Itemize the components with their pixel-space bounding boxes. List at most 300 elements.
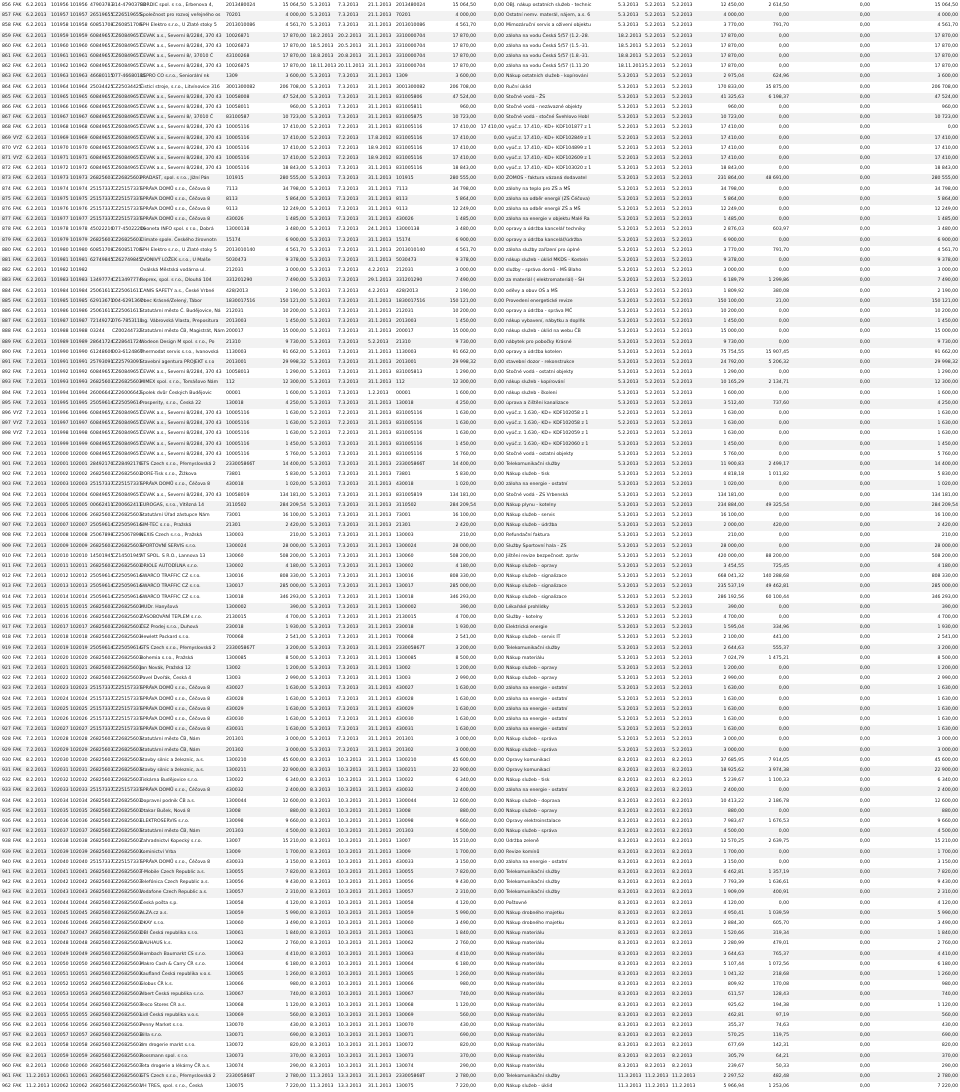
- table-row: [0, 654, 960, 664]
- cell-remaining: 1 450,00: [937, 441, 958, 447]
- cell-posted: 8.3.2013: [618, 910, 639, 916]
- cell-vat-date: 5.3.2013: [310, 258, 331, 263]
- cell-booked: 5.2.2013: [645, 574, 666, 580]
- cell-row-no: 951: [2, 972, 11, 977]
- cell-due-date: 31.1.2013: [368, 523, 392, 529]
- cell-amount-paid: 0,00: [493, 390, 504, 396]
- cell-amount: 91 662,00: [282, 349, 306, 355]
- cell-invoice-no: 10058008: [226, 94, 250, 100]
- cell-paid: 8.2.2013: [672, 1002, 693, 1008]
- cell-booked: 8.2.2013: [645, 1043, 666, 1049]
- cell-issue-date: 10.3.2013: [338, 808, 362, 814]
- cell-ico: 25059614: [90, 523, 114, 529]
- cell-doc-no: 101965: [51, 94, 69, 100]
- cell-date: 7.2.2013: [26, 462, 47, 467]
- cell-unpaid: 0,00: [859, 1002, 870, 1008]
- cell-booked: 5.2.2013: [645, 717, 666, 722]
- cell-unpaid: 0,00: [859, 706, 870, 712]
- cell-vat-date: 18.2.2013: [310, 33, 334, 39]
- cell-paid: 5.2.2013: [672, 574, 693, 580]
- cell-invoice-no: 1300044: [226, 798, 247, 804]
- cell-description: Telekomunikační služby: [506, 645, 561, 651]
- cell-paid: 8.2.2013: [672, 1053, 693, 1059]
- cell-paid: 5.2.2013: [672, 400, 693, 406]
- table-row: [0, 399, 960, 409]
- cell-doc-type: FAK: [13, 268, 22, 274]
- cell-booked: 5.2.2013: [645, 380, 666, 386]
- cell-booked: 5.2.2013: [645, 533, 666, 539]
- cell-booked: 5.2.2013: [645, 329, 666, 335]
- cell-doc-no: 102049: [51, 951, 69, 957]
- cell-row-no: 913: [2, 584, 11, 590]
- cell-vat: 0,00: [778, 492, 789, 498]
- cell-row-no: 891: [2, 360, 11, 365]
- cell-amount-paid: 0,00: [493, 472, 504, 478]
- cell-amount-paid: 0,00: [493, 900, 504, 906]
- cell-received: 2013480024: [396, 3, 426, 8]
- cell-posted: 5.3.2013: [618, 676, 639, 682]
- cell-vat-date: 5.3.2013: [310, 349, 331, 355]
- cell-amount-paid: 0,00: [493, 798, 504, 804]
- cell-row-no: 922: [2, 676, 11, 682]
- cell-var-symbol: 102034: [70, 798, 88, 804]
- cell-remaining: 880,00: [941, 808, 958, 814]
- cell-vat: 791,70: [772, 23, 789, 29]
- cell-date: 6.2.2013: [26, 309, 47, 314]
- cell-posted: 5.3.2013: [618, 298, 639, 304]
- table-row: [0, 1031, 960, 1041]
- cell-reference: 1 630,00: [455, 717, 476, 722]
- cell-reference: 12 300,00: [452, 380, 476, 386]
- cell-description: záloha na energie v objektu Malé Ra: [506, 217, 590, 223]
- cell-remaining: 6 340,00: [937, 778, 958, 784]
- cell-paid: 5.2.2013: [672, 217, 693, 223]
- cell-amount-paid: 0,00: [493, 105, 504, 110]
- cell-ico: 60849657: [90, 156, 114, 161]
- cell-booked: 8.2.2013: [645, 778, 666, 784]
- cell-supplier: Kaufland Česká republika v.o.s.: [140, 972, 212, 977]
- cell-booked: 8.2.2013: [645, 910, 666, 916]
- cell-date: 6.2.2013: [26, 227, 47, 233]
- cell-doc-type: FAK: [13, 921, 22, 926]
- cell-paid: 5.2.2013: [672, 247, 693, 253]
- cell-invoice-no: 1300085: [226, 655, 247, 661]
- cell-doc-no: 102039: [51, 849, 69, 855]
- cell-received: 430030: [396, 717, 414, 722]
- cell-issue-date: 7.3.2013: [338, 258, 359, 263]
- cell-supplier: Obec Krásné/Zelený, Tábor: [140, 298, 202, 304]
- cell-doc-no: 102026: [51, 717, 69, 722]
- cell-remaining: 1 120,00: [937, 1002, 958, 1008]
- cell-booked: 8.2.2013: [645, 859, 666, 865]
- cell-paid: 8.2.2013: [672, 992, 693, 998]
- cell-issue-date: 7.3.2013: [338, 247, 359, 253]
- cell-vat-date: 8.3.2013: [310, 798, 331, 804]
- cell-ico: 25157337: [90, 482, 114, 488]
- cell-doc-type: FAK: [13, 890, 22, 896]
- cell-reference: 5 990,00: [455, 910, 476, 916]
- cell-unpaid: 0,00: [859, 1084, 870, 1090]
- cell-invoice-no: 10026875: [226, 64, 250, 70]
- cell-base: 3 000,00: [723, 747, 744, 753]
- cell-base: 2 990,00: [723, 676, 744, 682]
- cell-paid: 5.2.2013: [672, 258, 693, 263]
- cell-invoice-no: 1300210: [226, 757, 247, 763]
- cell-paid: 5.2.2013: [672, 125, 693, 131]
- cell-vat-date: 5.3.2013: [310, 176, 331, 182]
- cell-reference: 7 490,00: [455, 278, 476, 284]
- cell-posted: 8.3.2013: [618, 778, 639, 784]
- cell-date: 6.2.2013: [26, 84, 47, 90]
- cell-due-date: 31.1.2013: [368, 615, 392, 620]
- cell-amount-paid: 0,00: [493, 655, 504, 661]
- cell-invoice-no: 233005868T: [226, 1074, 256, 1079]
- cell-doc-no: 102002: [51, 472, 69, 478]
- cell-reference: 5 830,00: [455, 472, 476, 478]
- table-row: [0, 72, 960, 82]
- cell-row-no: 902: [2, 472, 11, 478]
- cell-ico: [90, 266, 112, 276]
- cell-date: 7.2.2013: [26, 747, 47, 753]
- cell-supplier: Reprex, spol. s r.o., Dlouhá 104: [140, 278, 212, 284]
- cell-date: 8.2.2013: [26, 829, 47, 835]
- cell-amount-paid: 0,00: [493, 778, 504, 784]
- cell-description: Nákup materiálu: [506, 1002, 545, 1008]
- cell-amount-paid: 0,00: [493, 217, 504, 223]
- cell-remaining: 134 181,00: [931, 492, 958, 498]
- cell-description: Provedení energetické revize: [506, 298, 573, 304]
- cell-received: 430026: [396, 217, 414, 223]
- cell-row-no: 926: [2, 717, 11, 722]
- cell-dic: CZ60849657: [112, 64, 142, 70]
- cell-booked: 5.2.2013: [645, 319, 666, 325]
- cell-vat-date: 8.3.2013: [310, 849, 331, 855]
- cell-booked: 5.2.2013: [645, 54, 666, 59]
- cell-date: 8.2.2013: [26, 849, 47, 855]
- cell-received: 831005116: [396, 421, 423, 427]
- cell-reference: 9 660,00: [455, 819, 476, 824]
- cell-doc-type: FAK: [13, 3, 22, 8]
- cell-vat-date: 5.3.2013: [310, 451, 331, 457]
- cell-due-date: 31.1.2013: [368, 360, 392, 365]
- cell-vat: 0,00: [778, 676, 789, 682]
- cell-dic: CZ25157337: [112, 706, 142, 712]
- cell-invoice-no: 3110502: [226, 502, 247, 508]
- cell-received: 5030473: [396, 258, 417, 263]
- cell-issue-date: 7.3.2013: [338, 666, 359, 671]
- cell-dic: CZ26825603: [112, 380, 142, 386]
- cell-doc-type: FAK: [13, 717, 22, 722]
- cell-vat: 0,00: [778, 319, 789, 325]
- cell-var-symbol: 101987: [70, 319, 88, 325]
- cell-row-no: 947: [2, 931, 11, 937]
- cell-booked: 5.2.2013: [645, 125, 666, 131]
- cell-posted: 8.3.2013: [618, 961, 639, 967]
- cell-amount: 9 378,00: [285, 258, 306, 263]
- cell-ico: 14501945: [90, 553, 114, 559]
- cell-remaining: 430,00: [941, 1023, 958, 1028]
- cell-booked: 8.2.2013: [645, 931, 666, 937]
- cell-remaining: 820,00: [941, 1043, 958, 1049]
- cell-vat-date: 5.3.2013: [310, 645, 331, 651]
- cell-row-no: 918: [2, 635, 11, 641]
- cell-invoice-no: 9113: [226, 207, 238, 212]
- cell-doc-no: 101962: [51, 64, 69, 70]
- cell-reference: 17 410,00: [452, 145, 476, 151]
- cell-unpaid: 0,00: [859, 1053, 870, 1059]
- cell-row-no: 941: [2, 870, 11, 875]
- cell-paid: 5.2.2013: [672, 533, 693, 539]
- cell-doc-no: 102021: [51, 666, 69, 671]
- cell-vat-date: 8.3.2013: [310, 778, 331, 784]
- cell-amount: 15 210,00: [282, 839, 306, 845]
- cell-vat-date: 5.3.2013: [310, 217, 331, 223]
- cell-row-no: 866: [2, 105, 11, 110]
- cell-description: Telekomunikační služby: [506, 880, 561, 886]
- cell-paid: 5.2.2013: [672, 278, 693, 284]
- cell-base: 231 864,00: [717, 176, 744, 182]
- cell-row-no: 881: [2, 258, 11, 263]
- cell-var-symbol: 101991: [70, 360, 88, 365]
- cell-base: 1 450,00: [723, 441, 744, 447]
- cell-amount-paid: 0,00: [493, 859, 504, 865]
- cell-paid: 5.2.2013: [672, 696, 693, 702]
- cell-var-symbol: 102022: [70, 676, 88, 682]
- cell-doc-type: FAK: [13, 941, 22, 947]
- cell-vat-date: 5.3.2013: [310, 3, 331, 8]
- cell-reference: 17 410,00: [452, 135, 476, 141]
- table-row: [0, 613, 960, 623]
- cell-amount: 2 310,00: [285, 890, 306, 896]
- cell-supplier: Thermodat servis s.r.o., Ivanovská: [140, 349, 219, 355]
- cell-doc-no: 101957: [51, 13, 69, 19]
- cell-vat: 380,08: [772, 288, 789, 294]
- cell-base: 2 975,04: [723, 74, 744, 80]
- cell-booked: 5.2.2013: [645, 451, 666, 457]
- cell-supplier: SPH Elektro s.r.o., U Zlaté stoky 5: [140, 247, 217, 253]
- cell-reference: 2 190,00: [455, 288, 476, 294]
- cell-base: 390,00: [727, 604, 744, 610]
- cell-base: 9 730,00: [723, 339, 744, 345]
- cell-amount-paid: 0,00: [493, 462, 504, 467]
- cell-unpaid: 0,00: [859, 288, 870, 294]
- cell-vat: 0,00: [778, 268, 789, 274]
- cell-remaining: 17 870,00: [934, 33, 958, 39]
- cell-vat: 0,00: [778, 13, 789, 19]
- cell-description: Nákup plynu - kotelny: [506, 502, 557, 508]
- cell-invoice-no: 10058019: [226, 492, 250, 498]
- cell-remaining: 3 490,00: [937, 921, 958, 926]
- cell-supplier: Statutární Úřad zástupce Nám: [140, 513, 210, 518]
- cell-amount: 390,00: [289, 604, 306, 610]
- cell-amount-paid: 0,00: [493, 788, 504, 794]
- cell-date: 7.2.2013: [26, 706, 47, 712]
- cell-amount-paid: 0,00: [493, 992, 504, 998]
- cell-booked: 5.2.2013: [645, 553, 666, 559]
- cell-vat: 603,97: [772, 227, 789, 233]
- cell-reference: 1 630,00: [455, 727, 476, 733]
- cell-paid: 8.2.2013: [672, 1033, 693, 1039]
- cell-unpaid: 0,00: [859, 329, 870, 335]
- cell-issue-date: 10.3.2013: [338, 870, 362, 875]
- cell-reference: 1 630,00: [455, 431, 476, 437]
- cell-posted: 8.3.2013: [618, 1043, 639, 1049]
- cell-dic: CZ25061611: [112, 288, 142, 294]
- cell-date: 8.2.2013: [26, 788, 47, 794]
- cell-ico: 61248606: [90, 349, 114, 355]
- cell-paid: 5.2.2013: [672, 604, 693, 610]
- cell-reference: 690,00: [459, 1033, 476, 1039]
- cell-remaining: 5 760,00: [937, 451, 958, 457]
- cell-paid: 5.2.2013: [672, 288, 693, 294]
- cell-base: 4 000,00: [723, 13, 744, 19]
- cell-description: vyúč.z. 1.630,- KD+ KDF102059 z 1: [506, 431, 589, 437]
- cell-posted: 8.3.2013: [618, 859, 639, 865]
- cell-received: 831005116: [396, 411, 423, 416]
- cell-row-no: 925: [2, 706, 11, 712]
- cell-vat-date: 5.3.2013: [310, 298, 331, 304]
- cell-vat: 0,00: [778, 604, 789, 610]
- cell-amount-paid: 0,00: [493, 645, 504, 651]
- table-row: [0, 970, 960, 980]
- cell-received: 2013001: [396, 360, 417, 365]
- cell-invoice-no: 2013010140: [226, 247, 256, 253]
- cell-issue-date: 7.3.2013: [338, 94, 359, 100]
- cell-vat: 420,00: [772, 523, 789, 529]
- cell-received: 130018: [396, 594, 414, 600]
- cell-invoice-no: 130018: [226, 400, 244, 406]
- cell-unpaid: 0,00: [859, 74, 870, 80]
- table-row: [0, 144, 960, 154]
- cell-vat-date: 5.3.2013: [310, 94, 331, 100]
- cell-ico: 26825603: [90, 951, 114, 957]
- cell-reference: 1 930,00: [455, 625, 476, 631]
- cell-due-date: 29.1.2013: [368, 278, 392, 284]
- cell-row-no: 949: [2, 951, 11, 957]
- cell-var-symbol: 102059: [70, 1053, 88, 1059]
- cell-var-symbol: 101985: [70, 298, 88, 304]
- cell-supplier: ČEVAK a.s., Severní 8/2284, 370 43: [140, 451, 222, 457]
- cell-base: 611,57: [727, 992, 744, 998]
- cell-var-symbol: 102032: [70, 778, 88, 784]
- cell-amount: 2 760,00: [285, 941, 306, 947]
- cell-received: 1300024: [396, 543, 417, 549]
- cell-date: 7.2.2013: [26, 472, 47, 478]
- cell-date: 7.2.2013: [26, 737, 47, 743]
- cell-amount: 6 900,00: [285, 237, 306, 243]
- cell-description: záloha na odběr energií ZŠ a MŠ: [506, 207, 581, 212]
- cell-paid: 5.2.2013: [672, 339, 693, 345]
- cell-doc-no: 102024: [51, 696, 69, 702]
- cell-base: 6 462,81: [723, 870, 744, 875]
- cell-amount: 9 430,00: [285, 880, 306, 886]
- cell-dic: CZ26825603: [112, 768, 142, 773]
- cell-ico: 60849657: [90, 166, 114, 172]
- cell-received: 130056: [396, 880, 414, 886]
- cell-ico: 26825603: [90, 543, 114, 549]
- cell-vat: 15 907,45: [765, 349, 789, 355]
- cell-issue-date: 7.3.2013: [338, 370, 359, 376]
- cell-unpaid: 0,00: [859, 94, 870, 100]
- cell-amount-paid: 0,00: [493, 676, 504, 682]
- cell-doc-no: 101979: [51, 237, 69, 243]
- cell-base: 34 798,00: [720, 186, 744, 192]
- cell-posted: 18.11.2013: [618, 64, 645, 70]
- cell-reference: 150 121,00: [449, 298, 476, 304]
- cell-description: Nákup materiálu: [506, 1033, 545, 1039]
- cell-doc-no: 102036: [51, 819, 69, 824]
- cell-unpaid: 0,00: [859, 441, 870, 447]
- cell-ico: 26825603: [90, 176, 114, 182]
- cell-vat: 48 691,00: [765, 176, 789, 182]
- cell-dic: CZ14501945: [112, 553, 142, 559]
- cell-doc-no: 102004: [51, 492, 69, 498]
- cell-invoice-no: 130059: [226, 910, 244, 916]
- cell-received: 130065: [396, 972, 414, 977]
- cell-supplier: GTS Czech s.r.o., Přemyslovská 2: [140, 645, 216, 651]
- cell-doc-type: FAK: [13, 370, 22, 376]
- cell-description: Nákup služeb - signalizace: [506, 594, 567, 600]
- cell-base: 1 700,00: [723, 849, 744, 855]
- table-row: [0, 848, 960, 858]
- cell-paid: 8.2.2013: [672, 900, 693, 906]
- cell-amount: 12 249,00: [282, 207, 306, 212]
- cell-doc-type: FAK: [13, 1023, 22, 1028]
- cell-remaining: 4 180,00: [937, 564, 958, 569]
- cell-base: 2 644,63: [723, 645, 744, 651]
- cell-base: 5 864,00: [723, 196, 744, 202]
- cell-doc-type: FAK: [13, 778, 22, 784]
- cell-description: Nákup služeb - správa: [506, 747, 557, 753]
- cell-booked: 5.2.2013: [645, 390, 666, 396]
- cell-booked: 5.2.2013: [645, 584, 666, 590]
- cell-received: 3310000704: [396, 64, 426, 70]
- cell-date: 7.2.2013: [26, 543, 47, 549]
- cell-invoice-no: 700068: [226, 635, 244, 641]
- cell-issue-date: 7.3.2013: [338, 13, 359, 19]
- cell-var-symbol: 101978: [70, 227, 88, 233]
- cell-posted: 8.3.2013: [618, 1002, 639, 1008]
- cell-supplier: Tesco Stores ČR a.s.: [140, 1002, 187, 1008]
- cell-row-no: 909: [2, 543, 11, 549]
- cell-dic: CZ60849657: [112, 451, 142, 457]
- table-row: [0, 134, 960, 144]
- cell-unpaid: 0,00: [859, 1033, 870, 1039]
- cell-date: 7.2.2013: [26, 625, 47, 631]
- cell-ico: 26825603: [90, 747, 114, 753]
- cell-doc-type: FAK: [13, 594, 22, 600]
- cell-ico: 26825603: [90, 1043, 114, 1049]
- cell-base: 41 325,63: [720, 94, 744, 100]
- cell-unpaid: 0,00: [859, 604, 870, 610]
- cell-remaining: 0,00: [947, 125, 958, 131]
- cell-paid: 8.2.2013: [672, 951, 693, 957]
- cell-vat: 88 200,00: [765, 553, 789, 559]
- cell-amount: 15 000,00: [282, 329, 306, 335]
- cell-amount-paid: 0,00: [493, 421, 504, 427]
- cell-doc-type: FAK: [13, 900, 22, 906]
- cell-unpaid: 0,00: [859, 411, 870, 416]
- cell-unpaid: 0,00: [859, 64, 870, 70]
- cell-supplier: ČEVAK a.s., Severní 8/2284, 370 43: [140, 145, 222, 151]
- cell-var-symbol: 102007: [70, 523, 88, 529]
- cell-ico: 60849657: [90, 33, 114, 39]
- table-row: [0, 450, 960, 460]
- cell-received: 430028: [396, 696, 414, 702]
- cell-due-date: 31.1.2013: [368, 349, 392, 355]
- cell-issue-date: 7.3.2013: [338, 564, 359, 569]
- cell-paid: 11.2.2013: [672, 1074, 696, 1079]
